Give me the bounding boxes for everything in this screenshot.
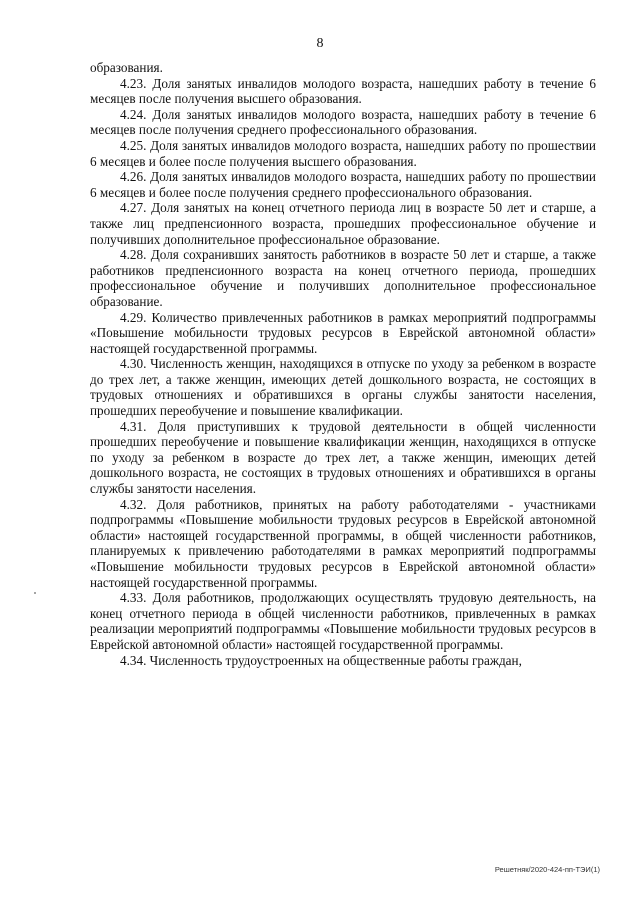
footer-document-code: Решетняк/2020-424-пп-ТЭИ(1) [494,865,600,874]
paragraph-4-25: 4.25. Доля занятых инвалидов молодого возраста, нашедших работу по прошествии 6 месяцев и более после получения высшего образования. [90,137,596,169]
paragraph-4-27: 4.27. Доля занятых на конец отчетного периода лиц в возрасте 50 лет и старше, а также лиц предпенсионного возраста, прошедших профессиональное обучение и получивших дополнительное профессиональное образование. [90,200,596,247]
paragraph-4-33: 4.33. Доля работников, продолжающих осуществлять трудовую деятельность, на конец отчетного периода в общей численности работников, привлеченных в рамках реализации мероприятий подпрограммы «Повышение мобильности трудовых ресурсов в Еврейской автономной области» настоящей государственной программы. [90,590,596,652]
paragraph-4-23: 4.23. Доля занятых инвалидов молодого возраста, нашедших работу в течение 6 месяцев после получения высшего образования. [90,75,596,107]
paragraph-4-30: 4.30. Численность женщин, находящихся в отпуске по уходу за ребенком в возрасте до трех лет, а также женщин, имеющих детей дошкольного возраста, не состоящих в трудовых отношениях и обратившихся в органы службы занятости населения, прошедших переобучение и повышение квалификации. [90,356,596,419]
document-body [90,60,596,668]
paragraph-4-34: 4.34. Численность трудоустроенных на общественные работы граждан, [120,652,522,668]
paragraph-4-32: 4.32. Доля работников, принятых на работу работодателями - участниками подпрограммы «Повышение мобильности трудовых ресурсов в Еврейской автономной области» настоящей государственной программы, в общей численности работников, планируемых к привлечению работодателями в рамках мероприятий подпрограммы «Повышение мобильности трудовых ресурсов в Еврейской автономной области» настоящей государственной программы. [90,496,596,590]
paragraph-4-29: 4.29. Количество привлеченных работников в рамках мероприятий подпрограммы «Повышение мобильности трудовых ресурсов в Еврейской автономной области» настоящей государственной программы. [90,309,596,356]
paragraph-4-26: 4.26. Доля занятых инвалидов молодого возраста, нашедших работу по прошествии 6 месяцев и более после получения среднего профессионального образования. [90,169,596,200]
paragraph-4-28: 4.28. Доля сохранивших занятость работников в возрасте 50 лет и старше, а также работников предпенсионного возраста на конец отчетного периода, прошедших профессиональное обучение и получивших дополнительное профессиональное образование. [90,247,596,309]
paragraph-4-31: 4.31. Доля приступивших к трудовой деятельности в общей численности прошедших переобучение и повышение квалификации женщин, находящихся в отпуске по уходу за ребенком в возрасте до трех лет, а также женщин, имеющих детей дошкольного возраста, не состоящих в трудовых отношениях и обратившихся в органы службы занятости населения. [90,418,596,497]
paragraph-continuation: образования. [90,60,163,75]
paragraph-4-24: 4.24. Доля занятых инвалидов молодого возраста, нашедших работу в течение 6 месяцев после получения среднего профессионального образования. [90,106,596,138]
page-number: 8 [316,36,324,51]
scan-speck [34,592,36,594]
